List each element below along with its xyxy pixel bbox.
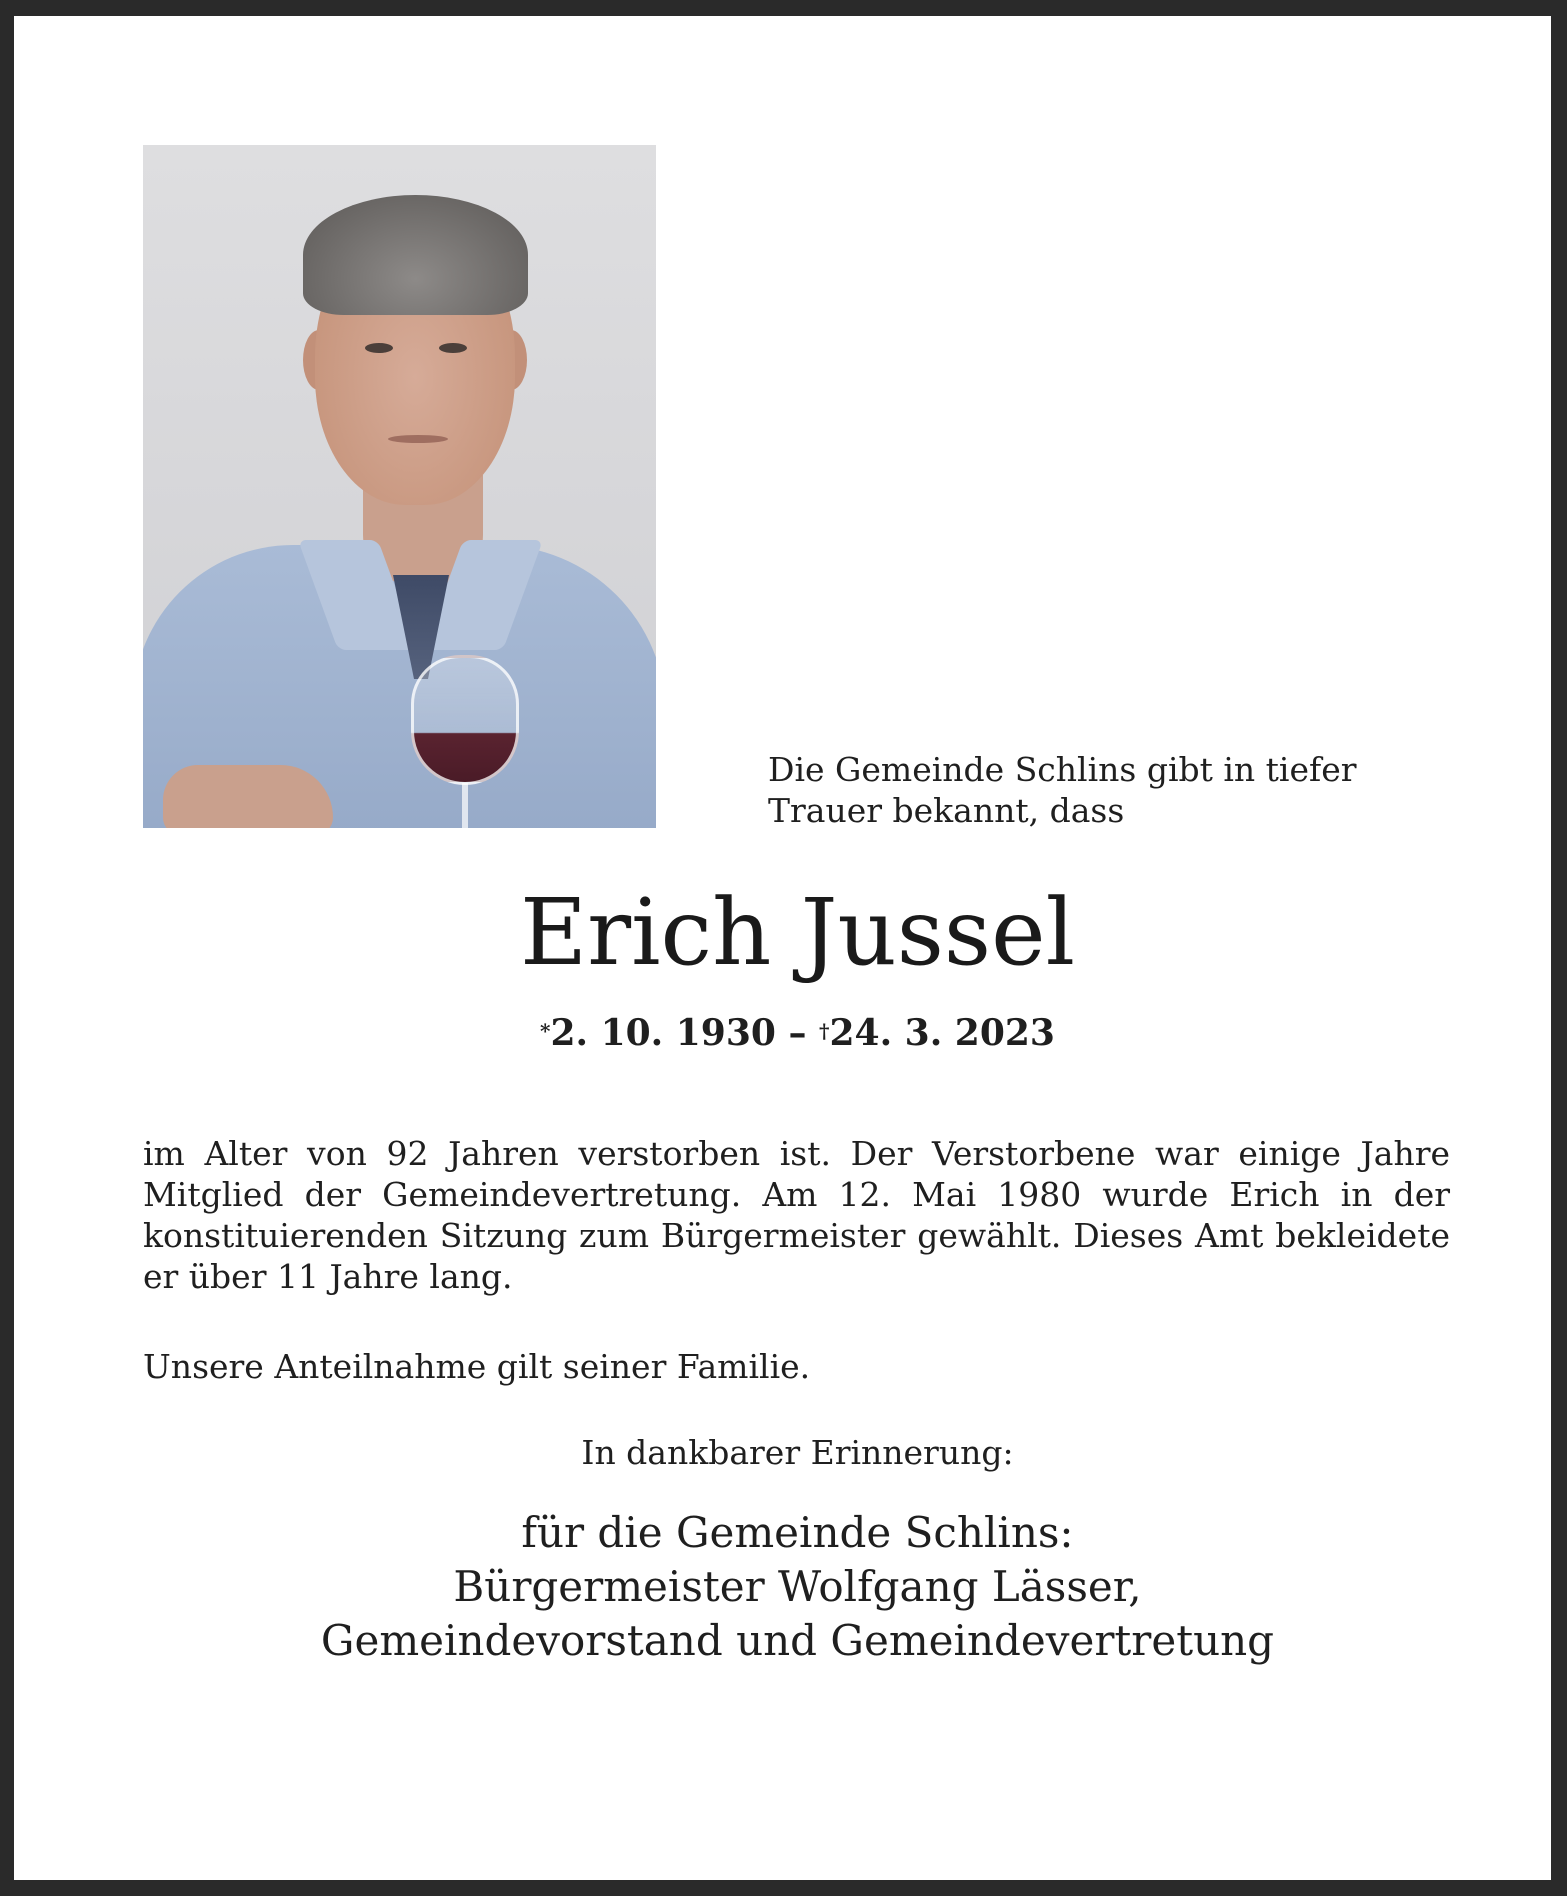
birth-date: 2. 10. 1930: [550, 1012, 776, 1054]
photo-mouth: [388, 435, 448, 443]
memory-heading: In dankbarer Erinnerung:: [581, 1433, 1014, 1472]
wine-glass-icon: [411, 655, 519, 785]
condolence-text: Unsere Anteilnahme gilt seiner Familie.: [143, 1347, 811, 1386]
signature-block: [14, 1506, 1567, 1668]
death-date: 24. 3. 2023: [829, 1012, 1055, 1054]
obituary-body: im Alter von 92 Jahren verstorben ist. Der Verstorbene war einige Jahre Mitglied der Gemeindevertretung. Am 12. Mai 1980 wurde Erich in der konstituierenden Sitzung zum Bürgermeister gewählt. Dieses Amt bekleidete er über 11 Jahre lang.: [143, 1134, 1450, 1296]
announcement-intro: [768, 749, 1450, 831]
photo-eye-right: [439, 343, 467, 353]
death-symbol: †: [819, 1019, 830, 1043]
intro-line-2: Trauer bekannt, dass: [768, 791, 1125, 830]
signature-line-3: Gemeindevorstand und Gemeindevertretung: [320, 1616, 1275, 1665]
signature-line-2: Bürgermeister Wolfgang Lässer,: [453, 1562, 1142, 1611]
intro-line-1: Die Gemeinde Schlins gibt in tiefer: [768, 750, 1357, 789]
wine-glass-stem: [462, 783, 468, 828]
deceased-name: Erich Jussel: [519, 879, 1075, 986]
life-dates: [14, 1011, 1567, 1055]
photo-eye-left: [365, 343, 393, 353]
date-separator: –: [775, 1012, 820, 1054]
signature-line-1: für die Gemeinde Schlins:: [521, 1508, 1074, 1557]
birth-symbol: *: [540, 1019, 551, 1043]
portrait-photo: [143, 145, 656, 828]
photo-hand: [163, 765, 333, 828]
photo-hair: [303, 195, 528, 315]
